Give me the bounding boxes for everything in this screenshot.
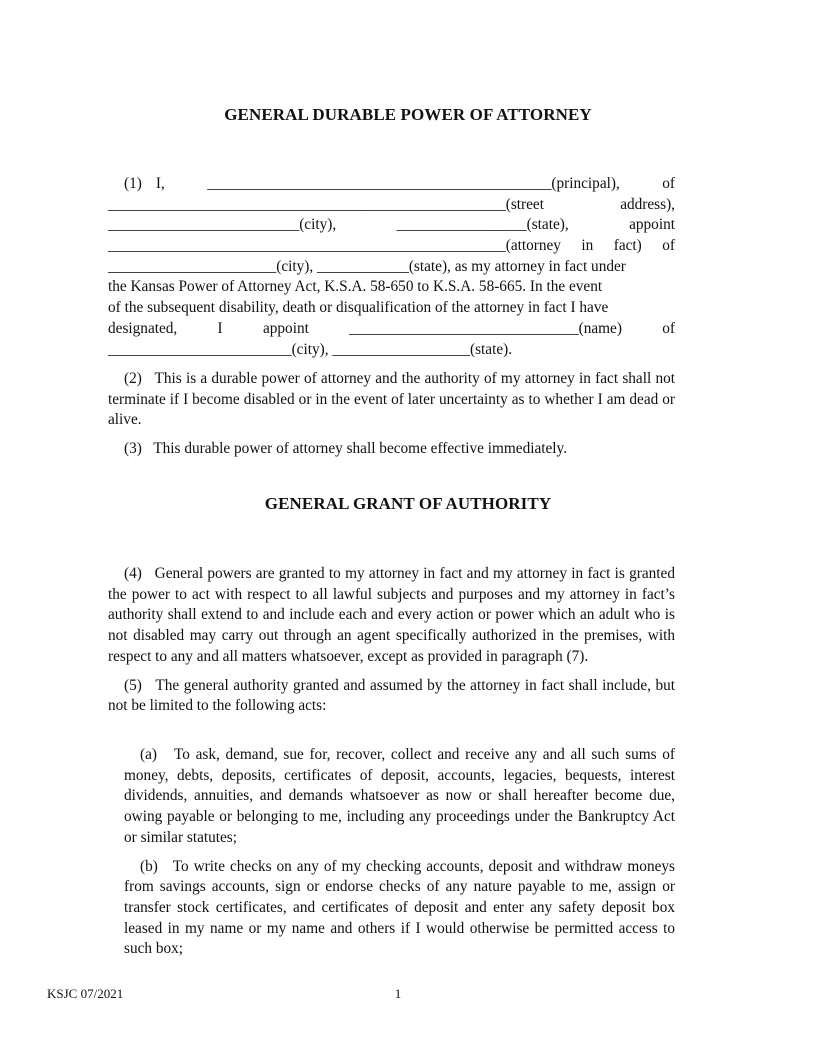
- successor-text: of the subsequent disability, death or disqualification of the attorney in fact I have: [108, 299, 609, 317]
- paragraph-1-line-8: [108, 319, 675, 340]
- text-of: of: [662, 175, 675, 192]
- successor-city-state-blank: ________________________(city), __________________(state).: [108, 340, 513, 358]
- paragraph-number: (1): [124, 175, 142, 192]
- paragraph-4: (4) General powers are granted to my attorney in fact and my attorney in fact is granted the power to act with respect to all lawful subjects and purposes and my attorney in fact’s authority shall extend to and include each and every action or power which an adult who is not disabled may carry out through an agent specifically authorized in the premises, with respect to any and all matters whatsoever, except as provided in paragraph (7).: [108, 565, 675, 665]
- successor-name-blank: ______________________________(name): [349, 319, 622, 337]
- paragraph-1-line-4: [108, 236, 675, 257]
- page-number: 1: [394, 986, 402, 1001]
- paragraph-2: (2) This is a durable power of attorney and the authority of my attorney in fact shall not terminate if I become disabled or in the event of later uncertainty as to whether I am dead or alive.: [108, 370, 675, 429]
- paragraph-3: (3) This durable power of attorney shall become effective immediately.: [124, 440, 568, 458]
- principal-blank: _____________________________________________(principal),: [207, 175, 620, 192]
- paragraph-5: (5) The general authority granted and assumed by the attorney in fact shall include, but not be limited to the following acts:: [108, 676, 675, 715]
- attorney-blank: ____________________________________________________(attorney: [108, 237, 561, 255]
- text-of: of: [662, 237, 675, 255]
- document-title: GENERAL DURABLE POWER OF ATTORNEY: [224, 105, 592, 124]
- paragraph-1-line-6: [108, 277, 675, 298]
- section-title: GENERAL GRANT OF AUTHORITY: [264, 494, 552, 513]
- principal-intro: I,: [155, 175, 165, 192]
- text-address: address),: [620, 195, 675, 213]
- paragraph-1: [108, 174, 675, 360]
- subparagraphs-5: [124, 745, 675, 968]
- state-blank: _________________(state),: [396, 216, 569, 234]
- paragraph-1-line-9: [108, 340, 675, 361]
- text-in: in: [581, 237, 594, 255]
- paragraph-1-line-7: [108, 298, 675, 319]
- paragraphs-2-3: [108, 369, 675, 468]
- text-designated: designated,: [108, 319, 178, 337]
- form-code: KSJC 07/2021: [47, 986, 124, 1001]
- attorney-city-state-blank: ______________________(city), ____________(state), as my attorney in fact under: [108, 257, 626, 275]
- text-appoint: appoint: [262, 319, 309, 337]
- paragraph-1-line-1: [108, 174, 675, 195]
- text-fact: fact): [613, 237, 642, 255]
- paragraph-5a: (a) To ask, demand, sue for, recover, collect and receive any and all such sums of money, debts, deposits, certificates of deposit, accounts, legacies, bequests, interest dividends, annuities, and demands whatsoever as now or shall hereafter become due, owing payable or belonging to me, including any proceedings under the Bankruptcy Act or similar statutes;: [124, 746, 675, 846]
- city-blank: _________________________(city),: [108, 216, 337, 234]
- text-appoint: appoint: [629, 216, 675, 234]
- paragraph-1-line-2: [108, 195, 675, 216]
- paragraph-5b: (b) To write checks on any of my checking accounts, deposit and withdraw moneys from savings accounts, sign or endorse checks of any nature payable to me, assign or transfer stock certificates, and certificates of deposit and enter any safety deposit box leased in my name or my name and others if I would otherwise be permitted access to such box;: [124, 857, 675, 958]
- street-blank: ____________________________________________________(street: [108, 195, 544, 213]
- statute-reference: the Kansas Power of Attorney Act, K.S.A. 58-650 to K.S.A. 58-665. In the event: [108, 278, 603, 296]
- paragraph-1-line-3: [108, 215, 675, 236]
- paragraphs-4-5: [108, 564, 675, 725]
- paragraph-1-line-5: [108, 257, 675, 278]
- text-of: of: [662, 319, 675, 337]
- text-i: I: [217, 319, 223, 337]
